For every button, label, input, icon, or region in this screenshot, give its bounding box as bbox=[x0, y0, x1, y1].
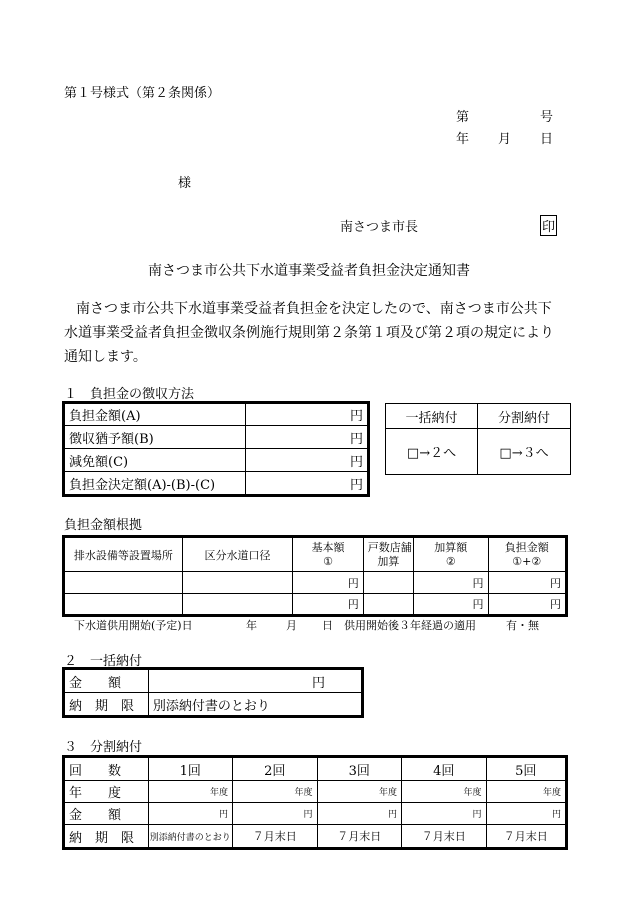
amount-label: 金 額 bbox=[64, 803, 149, 825]
number-prefix: 第 bbox=[456, 110, 470, 125]
section3-heading: ３ 分割納付 bbox=[64, 740, 143, 755]
installment-year: 年度 bbox=[486, 781, 567, 803]
mayor-name: 南さつま市長 bbox=[340, 220, 419, 235]
addressee-honorific: 様 bbox=[178, 176, 192, 191]
installment-due: ７月末日 bbox=[486, 825, 567, 849]
installment-amount: 円 bbox=[148, 803, 233, 825]
date-month: 月 bbox=[498, 132, 512, 147]
installment-year: 年度 bbox=[148, 781, 233, 803]
date-day: 日 bbox=[540, 132, 554, 147]
installment-year: 年度 bbox=[317, 781, 402, 803]
installment-due: 別添納付書のとおり bbox=[148, 825, 233, 849]
split-payment-checkbox[interactable]: □→３へ bbox=[478, 429, 571, 475]
col-pipe: 区分水道口径 bbox=[182, 537, 293, 572]
row-label: 負担金決定額(A)-(B)-(C) bbox=[64, 472, 246, 496]
due-label: 納 期 限 bbox=[64, 825, 149, 849]
cell-total: 円 bbox=[488, 572, 567, 594]
lump-payment-checkbox[interactable]: □→２へ bbox=[386, 429, 478, 475]
cell-add: 円 bbox=[414, 594, 488, 616]
row-label: 減免額(C) bbox=[64, 449, 246, 472]
amount-unit: 円 bbox=[148, 669, 362, 693]
cell-base: 円 bbox=[293, 572, 363, 594]
section2-heading: ２ 一括納付 bbox=[64, 654, 143, 669]
installment-no: 1回 bbox=[148, 757, 233, 781]
row-label: 徴収猶予額(B) bbox=[64, 426, 246, 449]
cell-add: 円 bbox=[414, 572, 488, 594]
installment-amount: 円 bbox=[486, 803, 567, 825]
split-payment-header: 分割納付 bbox=[478, 404, 571, 429]
count-label: 回 数 bbox=[64, 757, 149, 781]
lump-payment-table bbox=[62, 667, 364, 718]
seal-mark: 印 bbox=[540, 215, 557, 236]
due-value: 別添納付書のとおり bbox=[148, 693, 362, 717]
installment-amount: 円 bbox=[233, 803, 318, 825]
col-base: 基本額 ① bbox=[293, 537, 363, 572]
service-start-year: 年 bbox=[246, 619, 257, 632]
cell-pipe bbox=[182, 572, 293, 594]
installment-no: 3回 bbox=[317, 757, 402, 781]
row-label: 負担金額(A) bbox=[64, 403, 246, 426]
service-start-month: 月 bbox=[286, 619, 297, 632]
cell-total: 円 bbox=[488, 594, 567, 616]
three-year-rule-choice[interactable]: 有・無 bbox=[506, 619, 539, 632]
row-unit: 円 bbox=[245, 426, 368, 449]
lump-payment-header: 一括納付 bbox=[386, 404, 478, 429]
installment-no: 5回 bbox=[486, 757, 567, 781]
year-label: 年 度 bbox=[64, 781, 149, 803]
row-unit: 円 bbox=[245, 472, 368, 496]
form-label: 第１号様式（第２条関係） bbox=[64, 86, 221, 101]
body-line-1: 南さつま市公共下水道事業受益者負担金を決定したので、南さつま市公共下 bbox=[76, 301, 552, 317]
installment-no: 4回 bbox=[402, 757, 487, 781]
service-start-day: 日 bbox=[322, 619, 333, 632]
installment-year: 年度 bbox=[233, 781, 318, 803]
body-line-2: 水道事業受益者負担金徴収条例施行規則第２条第１項及び第２項の規定により bbox=[64, 325, 554, 341]
installment-no: 2回 bbox=[233, 757, 318, 781]
installment-due: ７月末日 bbox=[233, 825, 318, 849]
three-year-rule-label: 供用開始後３年経過の適用 bbox=[344, 619, 476, 632]
service-start-label: 下水道供用開始(予定)日 bbox=[74, 619, 193, 632]
document-title: 南さつま市公共下水道事業受益者負担金決定通知書 bbox=[148, 263, 470, 279]
date-year: 年 bbox=[456, 132, 470, 147]
cell-base: 円 bbox=[293, 594, 363, 616]
installment-due: ７月末日 bbox=[317, 825, 402, 849]
payment-choice-table bbox=[385, 403, 571, 475]
body-line-3: 通知します。 bbox=[64, 349, 147, 365]
installment-amount: 円 bbox=[402, 803, 487, 825]
section1-heading: １ 負担金の徴収方法 bbox=[64, 387, 195, 402]
number-suffix: 号 bbox=[540, 110, 554, 125]
col-add: 加算額 ② bbox=[414, 537, 488, 572]
cell-place bbox=[64, 594, 183, 616]
due-label: 納 期 限 bbox=[64, 693, 149, 717]
installment-due: ７月末日 bbox=[402, 825, 487, 849]
cell-place bbox=[64, 572, 183, 594]
cell-shop bbox=[363, 594, 413, 616]
cell-shop bbox=[363, 572, 413, 594]
col-place: 排水設備等設置場所 bbox=[64, 537, 183, 572]
cell-pipe bbox=[182, 594, 293, 616]
basis-table bbox=[62, 535, 568, 617]
row-unit: 円 bbox=[245, 449, 368, 472]
amount-label: 金 額 bbox=[64, 669, 149, 693]
col-shop: 戸数店舗 加算 bbox=[363, 537, 413, 572]
col-total: 負担金額 ①+② bbox=[488, 537, 567, 572]
split-payment-table bbox=[62, 755, 568, 850]
installment-amount: 円 bbox=[317, 803, 402, 825]
basis-heading: 負担金額根拠 bbox=[64, 518, 143, 533]
installment-year: 年度 bbox=[402, 781, 487, 803]
row-unit: 円 bbox=[245, 403, 368, 426]
collection-method-table bbox=[62, 401, 370, 497]
